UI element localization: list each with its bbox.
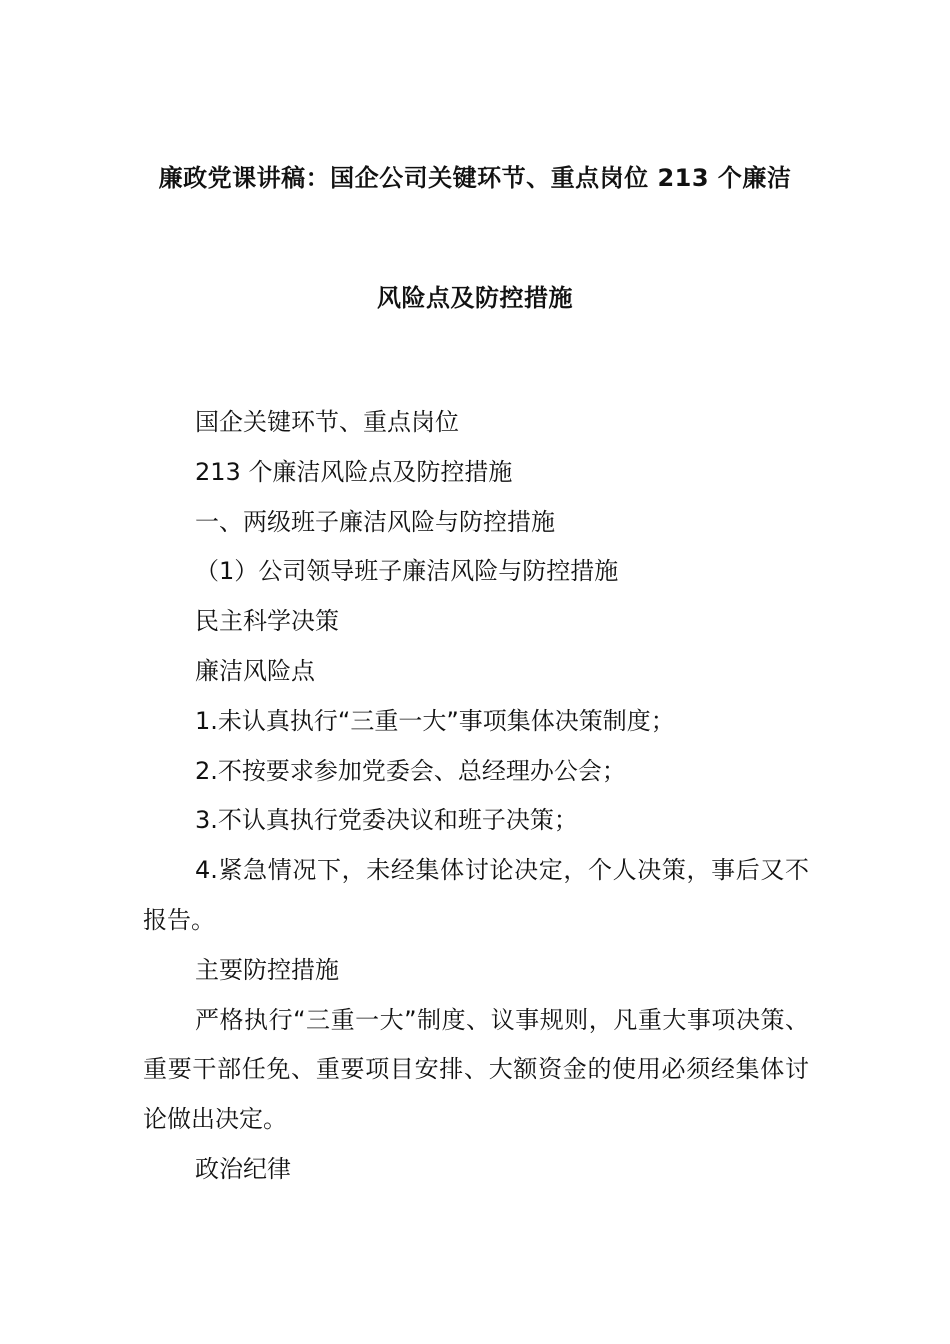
- subsection-heading-1: （1）公司领导班子廉洁风险与防控措施: [195, 557, 619, 586]
- document-title-line-2: 风险点及防控措施: [377, 284, 573, 312]
- document-title-line-1: 廉政党课讲稿：国企公司关键环节、重点岗位 213 个廉洁: [158, 164, 792, 192]
- risk-item-4: 4.紧急情况下，未经集体讨论决定，个人决策，事后又不报告。: [143, 856, 809, 934]
- subheading-key-positions: 国企关键环节、重点岗位: [195, 408, 459, 436]
- section-heading-1: 一、两级班子廉洁风险与防控措施: [195, 507, 555, 536]
- document-body: [143, 398, 809, 1195]
- subheading-risk-points: 213 个廉洁风险点及防控措施: [195, 457, 513, 486]
- control-measure-text: 严格执行“三重一大”制度、议事规则，凡重大事项决策、重要干部任免、重要项目安排、大额资金的使用必须经集体讨论做出决定。: [143, 1005, 809, 1134]
- label-control-measures: 主要防控措施: [195, 955, 339, 984]
- topic-heading-political-discipline: 政治纪律: [195, 1154, 291, 1183]
- risk-item-1: 1.未认真执行“三重一大”事项集体决策制度；: [195, 706, 675, 735]
- label-risk-points: 廉洁风险点: [195, 656, 315, 685]
- risk-item-3: 3.不认真执行党委决议和班子决策；: [195, 806, 578, 835]
- topic-heading-decision: 民主科学决策: [195, 607, 339, 636]
- risk-item-2: 2.不按要求参加党委会、总经理办公会；: [195, 756, 626, 785]
